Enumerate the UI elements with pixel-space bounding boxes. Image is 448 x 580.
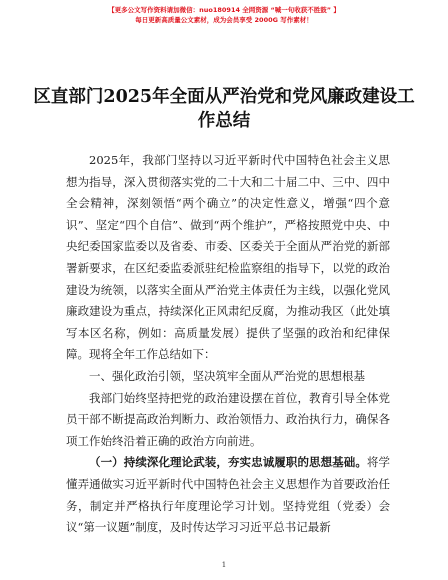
- section-heading-1: 一、强化政治引领，坚决筑牢全面从严治党的思想根基: [89, 368, 365, 383]
- promo-line-1: 【更多公文写作资料请加微信：nuo180914 全网资源 “喊一句收获不胜鼓” 】: [108, 6, 340, 14]
- promo-line-2: 每日更新高质量公文素材，成为会员享受 2000G 写作素材！: [135, 16, 313, 24]
- promo-banner: [0, 5, 448, 25]
- section-1-paragraph: 我部门始终坚持把党的政治建设摆在首位，教育引导全体党员干部不断提高政治判断力、政治领悟力、政治执行力，确保各项工作始终沿着正确的政治方向前进。: [66, 390, 390, 448]
- document-title: 区直部门2025年全面从严治党和党风廉政建设工作总结: [33, 87, 415, 131]
- subsection-1-heading: （一）持续深化理论武装，夯实忠诚履职的思想基础。: [89, 455, 367, 470]
- subsection-1-text: 将学懂弄通做实习近平新时代中国特色社会主义思想作为首要政治任务，制定并严格执行年度理论学习计划。坚持党组（党委）会议“第一议题”制度，及时传达学习习近平总书记最新: [66, 455, 391, 535]
- document-body: [66, 150, 390, 539]
- intro-paragraph: 2025年，我部门坚持以习近平新时代中国特色社会主义思想为指导，深入贯彻落实党的二十大和二十届二中、三中、四中全会精神，深刻领悟“两个确立”的决定性意义，增强“四个意识”、坚定“四个自信”、做到“两个维护”，严格按照党中央、中央纪委国家监委以及省委、市委、区委关于全面从严治党的新部署新要求，在区纪委监委派驻纪检监察组的指导下，以党的政治建设为统领，以落实全面从严治党主体责任为主线，以强化党风廉政建设为重点，持续深化正风肃纪反腐，为推动我区（此处填写本区名称，例如：高质量发展）提供了坚强的政治和纪律保障。现将全年工作总结如下：: [66, 153, 390, 362]
- subsection-1-paragraph: [66, 452, 390, 538]
- page-number: 1: [221, 561, 227, 569]
